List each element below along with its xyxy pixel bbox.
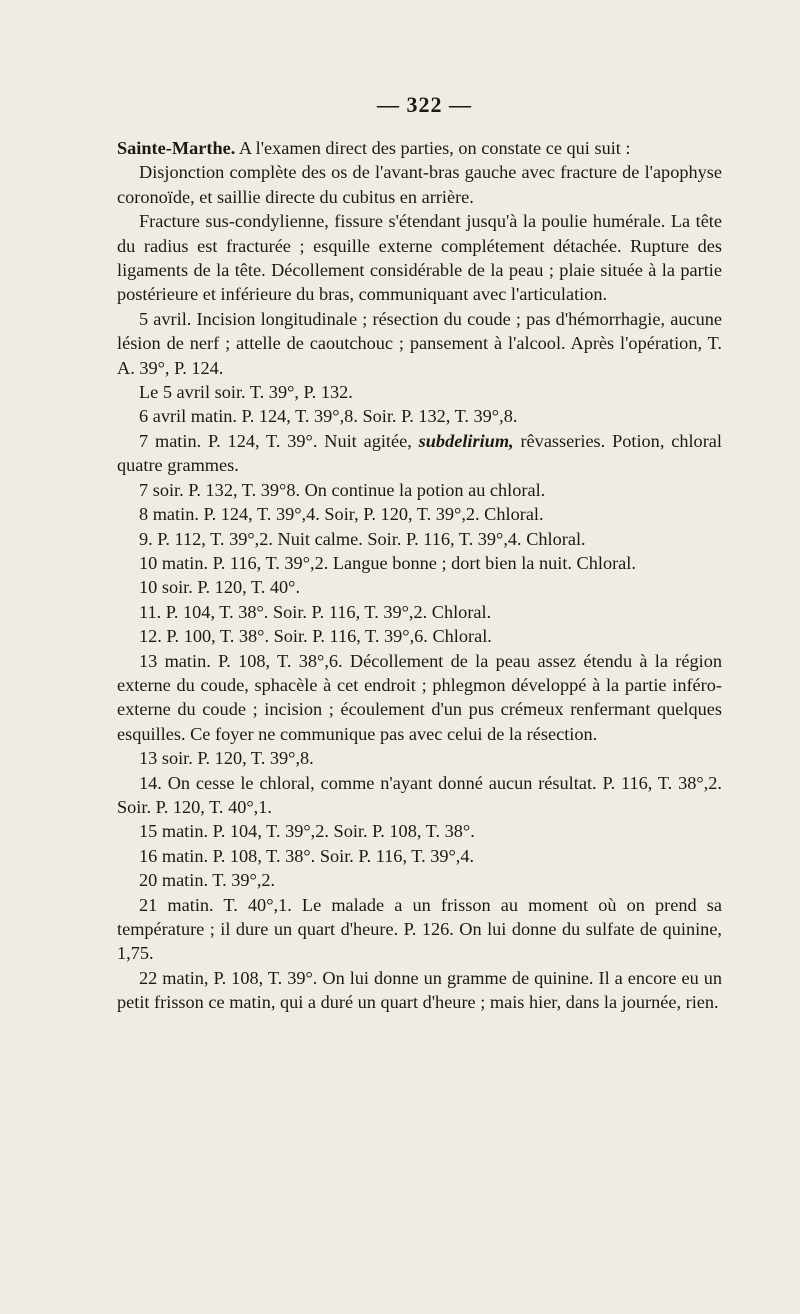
paragraph: 16 matin. P. 108, T. 38°. Soir. P. 116, T. 39°,4. [139,845,475,866]
paragraph: 21 matin. T. 40°,1. Le malade a un frisson au moment où on prend sa température ; il dure un quart d'heure. P. 126. On lui donne du sulfate de quinine, 1,75. [117,894,722,964]
paragraph: 12. P. 100, T. 38°. Soir. P. 116, T. 39°,6. Chloral. [139,626,492,647]
paragraph: 10 matin. P. 116, T. 39°,2. Langue bonne ; dort bien la nuit. Chloral. [139,552,636,573]
paragraph: Fracture sus-condylienne, fissure s'étendant jusqu'à la poulie humérale. La tête du radius est fracturée ; esquille externe complétement détachée. Rupture des ligaments de la tête. Décollement considérable de la peau ; plaie située à la partie postérieure et inférieure du bras, communiquant avec l'articulation. [117,211,722,305]
paragraph: 10 soir. P. 120, T. 40°. [139,577,301,598]
paragraph: Disjonction complète des os de l'avant-bras gauche avec fracture de l'apophyse coronoïde, et saillie directe du cubitus en arrière. [117,162,722,207]
paragraph: 9. P. 112, T. 39°,2. Nuit calme. Soir. P. 116, T. 39°,4. Chloral. [139,528,586,549]
paragraph: 15 matin. P. 104, T. 39°,2. Soir. P. 108, T. 38°. [139,821,475,842]
paragraph: Sainte-Marthe. A l'examen direct des parties, on constate ce qui suit : [117,138,631,158]
paragraph: 13 matin. P. 108, T. 38°,6. Décollement de la peau assez étendu à la région externe du coude, sphacèle à cet endroit ; phlegmon développé à la partie inféro-externe du coude ; incision ; écoulement d'un pus crémeux renfermant quelques esquilles. Ce foyer ne communique pas avec celui de la résection. [117,650,722,744]
paragraph: 8 matin. P. 124, T. 39°,4. Soir, P. 120, T. 39°,2. Chloral. [139,504,544,525]
paragraph: 7 matin. P. 124, T. 39°. Nuit agitée, subdelirium, rêvasseries. Potion, chloral quatre grammes. [117,430,722,476]
paragraph: 11. P. 104, T. 38°. Soir. P. 116, T. 39°,2. Chloral. [139,601,492,622]
paragraph: 7 soir. P. 132, T. 39°8. On continue la potion au chloral. [139,479,546,500]
paragraph: 22 matin, P. 108, T. 39°. On lui donne un gramme de quinine. Il a encore eu un petit frisson ce matin, qui a duré un quart d'heure ; mais hier, dans la journée, rien. [117,967,722,1013]
paragraph: 14. On cesse le chloral, comme n'ayant donné aucun résultat. P. 116, T. 38°,2. Soir. P. 120, T. 40°,1. [117,772,722,817]
paragraph: 5 avril. Incision longitudinale ; résection du coude ; pas d'hémorrhagie, aucune lésion de nerf ; attelle de caoutchouc ; pansement à l'alcool. Après l'opération, T. A. 39°, P. 124. [117,308,722,378]
paragraph: 6 avril matin. P. 124, T. 39°,8. Soir. P. 132, T. 39°,8. [139,406,518,427]
italic-term: subdelirium, [418,430,514,451]
paragraph: Le 5 avril soir. T. 39°, P. 132. [139,382,353,403]
paragraph: 13 soir. P. 120, T. 39°,8. [139,748,314,769]
hospital-name: Sainte-Marthe. [117,138,236,158]
page-number: — 322 — [377,92,472,117]
body-text [117,136,722,1015]
paragraph: 20 matin. T. 39°,2. [139,870,276,891]
